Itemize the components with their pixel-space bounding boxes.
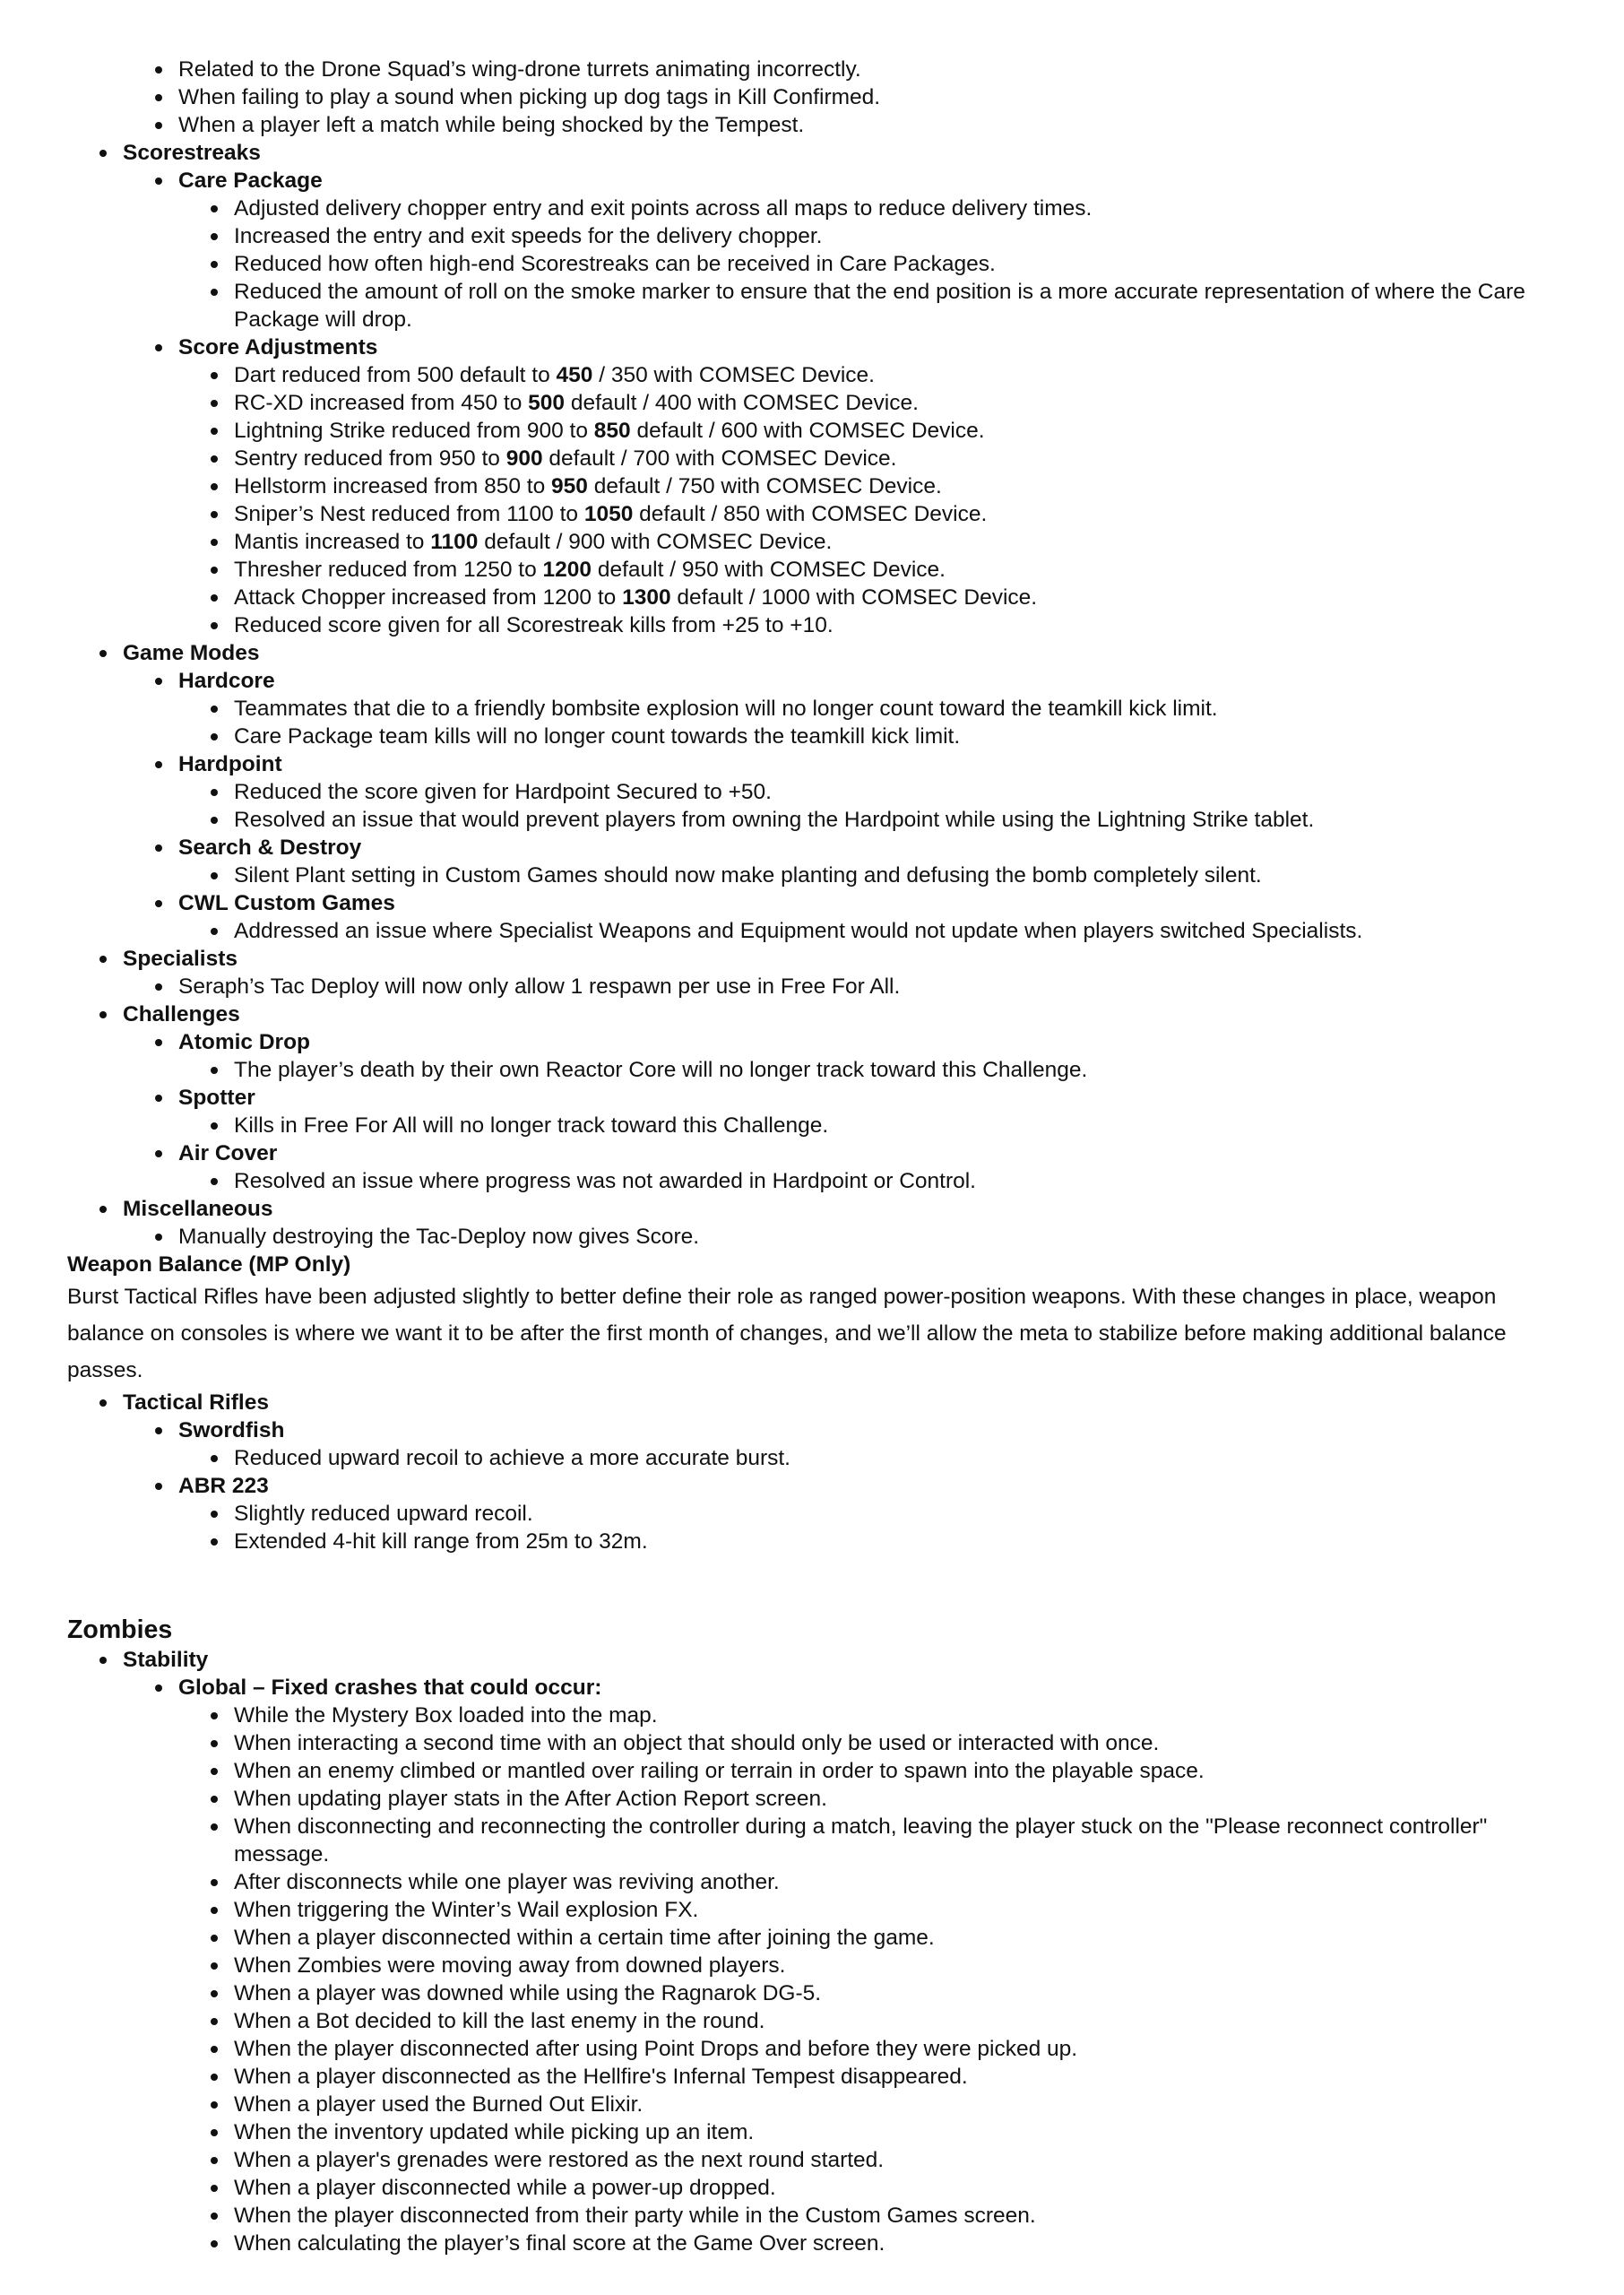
game-modes-list: [0, 639, 1624, 945]
list-item: Reduced how often high-end Scorestreaks can be received in Care Packages.: [0, 250, 1624, 278]
list-item: When the inventory updated while picking up an item.: [0, 2118, 1624, 2146]
list-item: Care Package team kills will no longer count towards the teamkill kick limit.: [0, 723, 1624, 750]
subcategory-swordfish: Swordfish: [0, 1416, 1624, 1444]
category-challenges: Challenges: [0, 1000, 1624, 1028]
list-item: Manually destroying the Tac-Deploy now gives Score.: [0, 1223, 1624, 1251]
list-item: Silent Plant setting in Custom Games should now make planting and defusing the bomb completely silent.: [0, 862, 1624, 889]
carryover-list: [0, 56, 1624, 139]
list-item: Kills in Free For All will no longer track toward this Challenge.: [0, 1112, 1624, 1139]
list-item: Extended 4-hit kill range from 25m to 32m.: [0, 1528, 1624, 1555]
list-item: While the Mystery Box loaded into the map.: [0, 1702, 1624, 1729]
score-item: Reduced score given for all Scorestreak kills from +25 to +10.: [0, 611, 1624, 639]
list-item: When a player disconnected while a power-up dropped.: [0, 2174, 1624, 2202]
subcategory-score-adjustments: Score Adjustments: [0, 333, 1624, 361]
subcategory-abr-223: ABR 223: [0, 1472, 1624, 1500]
score-item: Attack Chopper increased from 1200 to 1300 default / 1000 with COMSEC Device.: [0, 584, 1624, 611]
list-item: Seraph’s Tac Deploy will now only allow 1 respawn per use in Free For All.: [0, 973, 1624, 1000]
category-stability: Stability: [0, 1646, 1624, 1674]
weapon-balance-heading: Weapon Balance (MP Only): [67, 1252, 351, 1277]
category-miscellaneous: Miscellaneous: [0, 1195, 1624, 1223]
list-item: When a player used the Burned Out Elixir.: [0, 2091, 1624, 2118]
subcategory-atomic-drop: Atomic Drop: [0, 1028, 1624, 1056]
subcategory-spotter: Spotter: [0, 1084, 1624, 1112]
list-item: After disconnects while one player was reviving another.: [0, 1868, 1624, 1896]
weapon-balance-paragraph: Burst Tactical Rifles have been adjusted slightly to better define their role as ranged power-position weapons. With these changes in place, weapon balance on consoles is where we want it to be after the first month of changes, and we’ll allow the meta to stabilize before making additional balance passes.: [67, 1285, 1507, 1382]
list-item: When failing to play a sound when picking up dog tags in Kill Confirmed.: [0, 83, 1624, 111]
list-item: The player’s death by their own Reactor Core will no longer track toward this Challenge.: [0, 1056, 1624, 1084]
list-item: Resolved an issue where progress was not awarded in Hardpoint or Control.: [0, 1167, 1624, 1195]
subcategory-air-cover: Air Cover: [0, 1139, 1624, 1167]
scorestreaks-list: [0, 139, 1624, 639]
tactical-rifles-list: [0, 1389, 1624, 1555]
score-item: Thresher reduced from 1250 to 1200 default / 950 with COMSEC Device.: [0, 556, 1624, 584]
category-tactical-rifles: Tactical Rifles: [0, 1389, 1624, 1416]
list-item: Reduced upward recoil to achieve a more accurate burst.: [0, 1444, 1624, 1472]
zombies-title: Zombies: [67, 1615, 173, 1644]
category-game-modes: Game Modes: [0, 639, 1624, 667]
subcategory-care-package: Care Package: [0, 167, 1624, 195]
score-item: Sentry reduced from 950 to 900 default / 700 with COMSEC Device.: [0, 445, 1624, 472]
list-item: Reduced the amount of roll on the smoke marker to ensure that the end position is a more accurate representation of where the Care Package will drop.: [0, 278, 1624, 333]
multiplayer-section: [0, 56, 1624, 1555]
list-item: Related to the Drone Squad’s wing-drone turrets animating incorrectly.: [0, 56, 1624, 83]
list-item: Slightly reduced upward recoil.: [0, 1500, 1624, 1528]
list-item: When a Bot decided to kill the last enemy in the round.: [0, 2007, 1624, 2035]
subcategory-global: Global – Fixed crashes that could occur:: [0, 1674, 1624, 1702]
list-item: When updating player stats in the After Action Report screen.: [0, 1785, 1624, 1813]
list-item: Adjusted delivery chopper entry and exit points across all maps to reduce delivery times.: [0, 195, 1624, 222]
zombies-section: [0, 1614, 1624, 2257]
subcategory-hardcore: Hardcore: [0, 667, 1624, 695]
list-item: Increased the entry and exit speeds for the delivery chopper.: [0, 222, 1624, 250]
score-item: Lightning Strike reduced from 900 to 850 default / 600 with COMSEC Device.: [0, 417, 1624, 445]
list-item: When triggering the Winter’s Wail explosion FX.: [0, 1896, 1624, 1924]
list-item: When the player disconnected from their party while in the Custom Games screen.: [0, 2202, 1624, 2230]
specialists-list: [0, 945, 1624, 1000]
list-item: When the player disconnected after using Point Drops and before they were picked up.: [0, 2035, 1624, 2063]
score-item: Sniper’s Nest reduced from 1100 to 1050 default / 850 with COMSEC Device.: [0, 500, 1624, 528]
list-item: When a player disconnected as the Hellfire's Infernal Tempest disappeared.: [0, 2063, 1624, 2091]
list-item: Addressed an issue where Specialist Weapons and Equipment would not update when players switched Specialists.: [0, 917, 1624, 945]
score-item: Hellstorm increased from 850 to 950 default / 750 with COMSEC Device.: [0, 472, 1624, 500]
subcategory-hardpoint: Hardpoint: [0, 750, 1624, 778]
list-item: When an enemy climbed or mantled over railing or terrain in order to spawn into the playable space.: [0, 1757, 1624, 1785]
list-item: When a player's grenades were restored as the next round started.: [0, 2146, 1624, 2174]
list-item: When a player disconnected within a certain time after joining the game.: [0, 1924, 1624, 1952]
score-item: Mantis increased to 1100 default / 900 with COMSEC Device.: [0, 528, 1624, 556]
zombies-stability-list: [0, 1646, 1624, 2257]
misc-list: [0, 1195, 1624, 1251]
category-scorestreaks: Scorestreaks: [0, 139, 1624, 167]
list-item: When a player was downed while using the Ragnarok DG-5.: [0, 1979, 1624, 2007]
list-item: When disconnecting and reconnecting the controller during a match, leaving the player stuck on the "Please reconnect controller" message.: [0, 1813, 1624, 1868]
score-item: RC-XD increased from 450 to 500 default / 400 with COMSEC Device.: [0, 389, 1624, 417]
list-item: Resolved an issue that would prevent players from owning the Hardpoint while using the Lightning Strike tablet.: [0, 806, 1624, 834]
list-item: When interacting a second time with an object that should only be used or interacted with once.: [0, 1729, 1624, 1757]
list-item: Teammates that die to a friendly bombsite explosion will no longer count toward the teamkill kick limit.: [0, 695, 1624, 723]
list-item: When a player left a match while being shocked by the Tempest.: [0, 111, 1624, 139]
subcategory-cwl-custom-games: CWL Custom Games: [0, 889, 1624, 917]
list-item: When calculating the player’s final score at the Game Over screen.: [0, 2230, 1624, 2257]
score-item: Dart reduced from 500 default to 450 / 350 with COMSEC Device.: [0, 361, 1624, 389]
list-item: When Zombies were moving away from downed players.: [0, 1952, 1624, 1979]
list-item: Reduced the score given for Hardpoint Secured to +50.: [0, 778, 1624, 806]
category-specialists: Specialists: [0, 945, 1624, 973]
subcategory-search-destroy: Search & Destroy: [0, 834, 1624, 862]
challenges-list: [0, 1000, 1624, 1195]
